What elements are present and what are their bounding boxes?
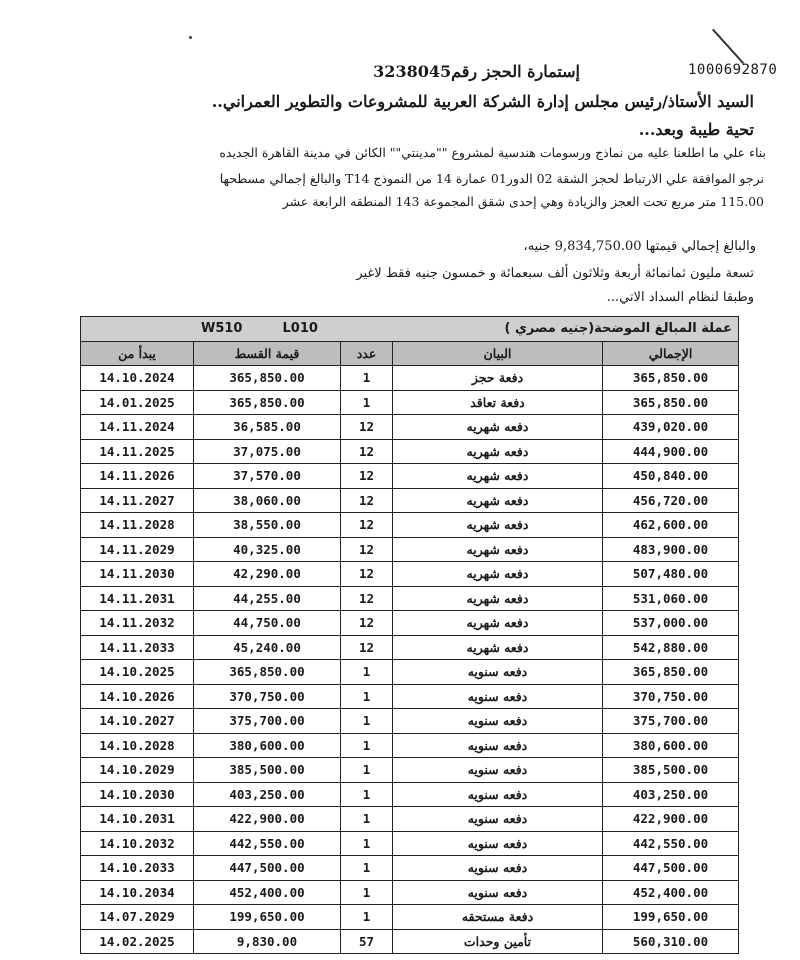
cell-total: 537,000.00 — [603, 611, 739, 636]
cell-description: دفعه شهريه — [393, 562, 603, 587]
greeting-line: تحية طيبة وبعد... — [638, 120, 754, 139]
cell-total: 450,840.00 — [603, 464, 739, 489]
currency-label: عملة المبالغ الموضحة(جنيه مصري ) — [504, 321, 733, 337]
cell-start: 14.10.2031 — [81, 807, 194, 832]
cell-installment: 44,255.00 — [194, 586, 341, 611]
cell-description: دفعه سنويه — [393, 807, 603, 832]
table-codes — [201, 321, 358, 336]
cell-installment: 44,750.00 — [194, 611, 341, 636]
form-title: إستمارة الحجز رقم3238045 — [373, 62, 580, 81]
payment-system-line: وطبقا لنظام السداد الاتي... — [606, 290, 754, 305]
header-description: البيان — [393, 341, 603, 366]
cell-count: 1 — [341, 905, 393, 930]
cell-count: 1 — [341, 856, 393, 881]
cell-total: 380,600.00 — [603, 733, 739, 758]
table-row — [81, 733, 739, 758]
cell-count: 1 — [341, 831, 393, 856]
table-row — [81, 439, 739, 464]
body-paragraph-line: 115.00 متر مربع تحت العجز والزيادة وهي إحدى شقق المجموعة 143 المنطقه الرابعة عشر — [282, 194, 764, 209]
cell-start: 14.10.2030 — [81, 782, 194, 807]
cell-start: 14.11.2030 — [81, 562, 194, 587]
cell-total: 439,020.00 — [603, 415, 739, 440]
cell-count: 1 — [341, 660, 393, 685]
table-header-row — [81, 341, 739, 366]
cell-installment: 370,750.00 — [194, 684, 341, 709]
cell-start: 14.01.2025 — [81, 390, 194, 415]
cell-description: دفعه شهريه — [393, 488, 603, 513]
body-paragraph-line: نرجو الموافقة علي الارتباط لحجز الشقة 02 الدور01 عمارة 14 من النموذج T14 والبالغ إجمالي مسطحها — [219, 171, 764, 186]
table-row — [81, 880, 739, 905]
cell-total: 452,400.00 — [603, 880, 739, 905]
table-row — [81, 660, 739, 685]
cell-total: 456,720.00 — [603, 488, 739, 513]
header-start: يبدأ من — [81, 341, 194, 366]
cell-total: 483,900.00 — [603, 537, 739, 562]
cell-total: 542,880.00 — [603, 635, 739, 660]
addressee-line: السيد الأستاذ/رئيس مجلس إدارة الشركة العربية للمشروعات والتطوير العمراني.. — [211, 92, 754, 111]
cell-description: دفعه شهريه — [393, 439, 603, 464]
cell-description: دفعة مستحقه — [393, 905, 603, 930]
amount-in-words: تسعة مليون ثمانمائة أربعة وثلاثون ألف سبعمائة و خمسون جنيه فقط لاغير — [356, 266, 754, 281]
cell-count: 1 — [341, 880, 393, 905]
cell-description: دفعه سنويه — [393, 709, 603, 734]
header-total: الإجمالي — [603, 341, 739, 366]
header-installment: قيمة القسط — [194, 341, 341, 366]
cell-count: 1 — [341, 709, 393, 734]
table-row — [81, 635, 739, 660]
cell-count: 12 — [341, 439, 393, 464]
cell-total: 444,900.00 — [603, 439, 739, 464]
cell-description: دفعه شهريه — [393, 635, 603, 660]
cell-installment: 9,830.00 — [194, 929, 341, 954]
body-paragraph-line: بناء علي ما اطلعنا عليه من نماذج ورسومات هندسية لمشروع ""مدينتي"" الكائن في مدينة القاهرة الجديده — [219, 145, 766, 160]
table-row — [81, 562, 739, 587]
cell-total: 365,850.00 — [603, 390, 739, 415]
cell-installment: 447,500.00 — [194, 856, 341, 881]
cell-installment: 385,500.00 — [194, 758, 341, 783]
cell-installment: 40,325.00 — [194, 537, 341, 562]
cell-start: 14.10.2024 — [81, 366, 194, 391]
cell-start: 14.11.2029 — [81, 537, 194, 562]
cell-start: 14.10.2033 — [81, 856, 194, 881]
table-row — [81, 709, 739, 734]
cell-total: 442,550.00 — [603, 831, 739, 856]
cell-description: دفعه شهريه — [393, 611, 603, 636]
table-band-row — [81, 317, 739, 342]
cell-start: 14.10.2026 — [81, 684, 194, 709]
cell-start: 14.10.2027 — [81, 709, 194, 734]
cell-total: 531,060.00 — [603, 586, 739, 611]
cell-installment: 365,850.00 — [194, 660, 341, 685]
cell-description: دفعة حجز — [393, 366, 603, 391]
table-row — [81, 782, 739, 807]
cell-installment: 199,650.00 — [194, 905, 341, 930]
cell-count: 12 — [341, 635, 393, 660]
cell-count: 1 — [341, 807, 393, 832]
total-amount-line: والبالغ إجمالي قيمتها 9,834,750.00 جنيه، — [523, 239, 756, 254]
cell-start: 14.11.2028 — [81, 513, 194, 538]
cell-total: 507,480.00 — [603, 562, 739, 587]
table-row — [81, 905, 739, 930]
cell-total: 447,500.00 — [603, 856, 739, 881]
cell-start: 14.10.2029 — [81, 758, 194, 783]
cell-start: 14.11.2032 — [81, 611, 194, 636]
header-count: عدد — [341, 341, 393, 366]
cell-installment: 38,550.00 — [194, 513, 341, 538]
cell-count: 1 — [341, 390, 393, 415]
cell-count: 12 — [341, 562, 393, 587]
cell-installment: 37,570.00 — [194, 464, 341, 489]
cell-description: دفعه شهريه — [393, 415, 603, 440]
cell-installment: 42,290.00 — [194, 562, 341, 587]
cell-description: تأمين وحدات — [393, 929, 603, 954]
cell-total: 462,600.00 — [603, 513, 739, 538]
table-row — [81, 611, 739, 636]
cell-description: دفعه سنويه — [393, 758, 603, 783]
table-row — [81, 758, 739, 783]
cell-count: 57 — [341, 929, 393, 954]
cell-description: دفعه سنويه — [393, 733, 603, 758]
table-row — [81, 464, 739, 489]
cell-total: 422,900.00 — [603, 807, 739, 832]
cell-total: 403,250.00 — [603, 782, 739, 807]
table-row — [81, 513, 739, 538]
cell-start: 14.11.2033 — [81, 635, 194, 660]
cell-installment: 452,400.00 — [194, 880, 341, 905]
dot-mark — [189, 36, 192, 39]
cell-count: 12 — [341, 537, 393, 562]
cell-count: 12 — [341, 415, 393, 440]
cell-start: 14.11.2026 — [81, 464, 194, 489]
cell-installment: 38,060.00 — [194, 488, 341, 513]
table-row — [81, 831, 739, 856]
table-row — [81, 929, 739, 954]
cell-total: 385,500.00 — [603, 758, 739, 783]
cell-installment: 422,900.00 — [194, 807, 341, 832]
cell-description: دفعه سنويه — [393, 880, 603, 905]
table-row — [81, 390, 739, 415]
cell-count: 12 — [341, 488, 393, 513]
cell-count: 12 — [341, 464, 393, 489]
table-row — [81, 537, 739, 562]
cell-count: 12 — [341, 611, 393, 636]
cell-installment: 36,585.00 — [194, 415, 341, 440]
cell-installment: 45,240.00 — [194, 635, 341, 660]
cell-description: دفعه سنويه — [393, 660, 603, 685]
cell-start: 14.11.2031 — [81, 586, 194, 611]
table-row — [81, 856, 739, 881]
cell-description: دفعه شهريه — [393, 464, 603, 489]
cell-description: دفعه شهريه — [393, 513, 603, 538]
cell-start: 14.07.2029 — [81, 905, 194, 930]
cell-start: 14.10.2025 — [81, 660, 194, 685]
pen-mark — [712, 29, 744, 65]
cell-total: 365,850.00 — [603, 366, 739, 391]
table-body — [81, 366, 739, 954]
cell-installment: 365,850.00 — [194, 366, 341, 391]
table-row — [81, 366, 739, 391]
cell-start: 14.02.2025 — [81, 929, 194, 954]
cell-installment: 37,075.00 — [194, 439, 341, 464]
cell-total: 199,650.00 — [603, 905, 739, 930]
cell-total: 365,850.00 — [603, 660, 739, 685]
cell-description: دفعه سنويه — [393, 831, 603, 856]
cell-description: دفعة تعاقد — [393, 390, 603, 415]
table-row — [81, 684, 739, 709]
cell-count: 12 — [341, 513, 393, 538]
cell-total: 560,310.00 — [603, 929, 739, 954]
payment-schedule-table — [80, 316, 739, 954]
cell-total: 370,750.00 — [603, 684, 739, 709]
cell-installment: 375,700.00 — [194, 709, 341, 734]
cell-count: 1 — [341, 366, 393, 391]
table-row — [81, 415, 739, 440]
cell-installment: 380,600.00 — [194, 733, 341, 758]
table-row — [81, 488, 739, 513]
cell-start: 14.10.2034 — [81, 880, 194, 905]
document-number: 1000692870 — [688, 62, 778, 78]
cell-description: دفعه شهريه — [393, 537, 603, 562]
cell-count: 12 — [341, 586, 393, 611]
table-row — [81, 807, 739, 832]
cell-count: 1 — [341, 782, 393, 807]
cell-installment: 403,250.00 — [194, 782, 341, 807]
cell-start: 14.11.2027 — [81, 488, 194, 513]
cell-start: 14.11.2025 — [81, 439, 194, 464]
cell-count: 1 — [341, 758, 393, 783]
cell-description: دفعه سنويه — [393, 856, 603, 881]
cell-start: 14.11.2024 — [81, 415, 194, 440]
table-row — [81, 586, 739, 611]
cell-count: 1 — [341, 684, 393, 709]
cell-start: 14.10.2028 — [81, 733, 194, 758]
cell-installment: 365,850.00 — [194, 390, 341, 415]
cell-start: 14.10.2032 — [81, 831, 194, 856]
cell-total: 375,700.00 — [603, 709, 739, 734]
cell-installment: 442,550.00 — [194, 831, 341, 856]
cell-description: دفعه سنويه — [393, 782, 603, 807]
code-w: W510 — [201, 321, 243, 337]
code-l: L010 — [282, 321, 318, 337]
cell-count: 1 — [341, 733, 393, 758]
cell-description: دفعه شهريه — [393, 586, 603, 611]
cell-description: دفعه سنويه — [393, 684, 603, 709]
